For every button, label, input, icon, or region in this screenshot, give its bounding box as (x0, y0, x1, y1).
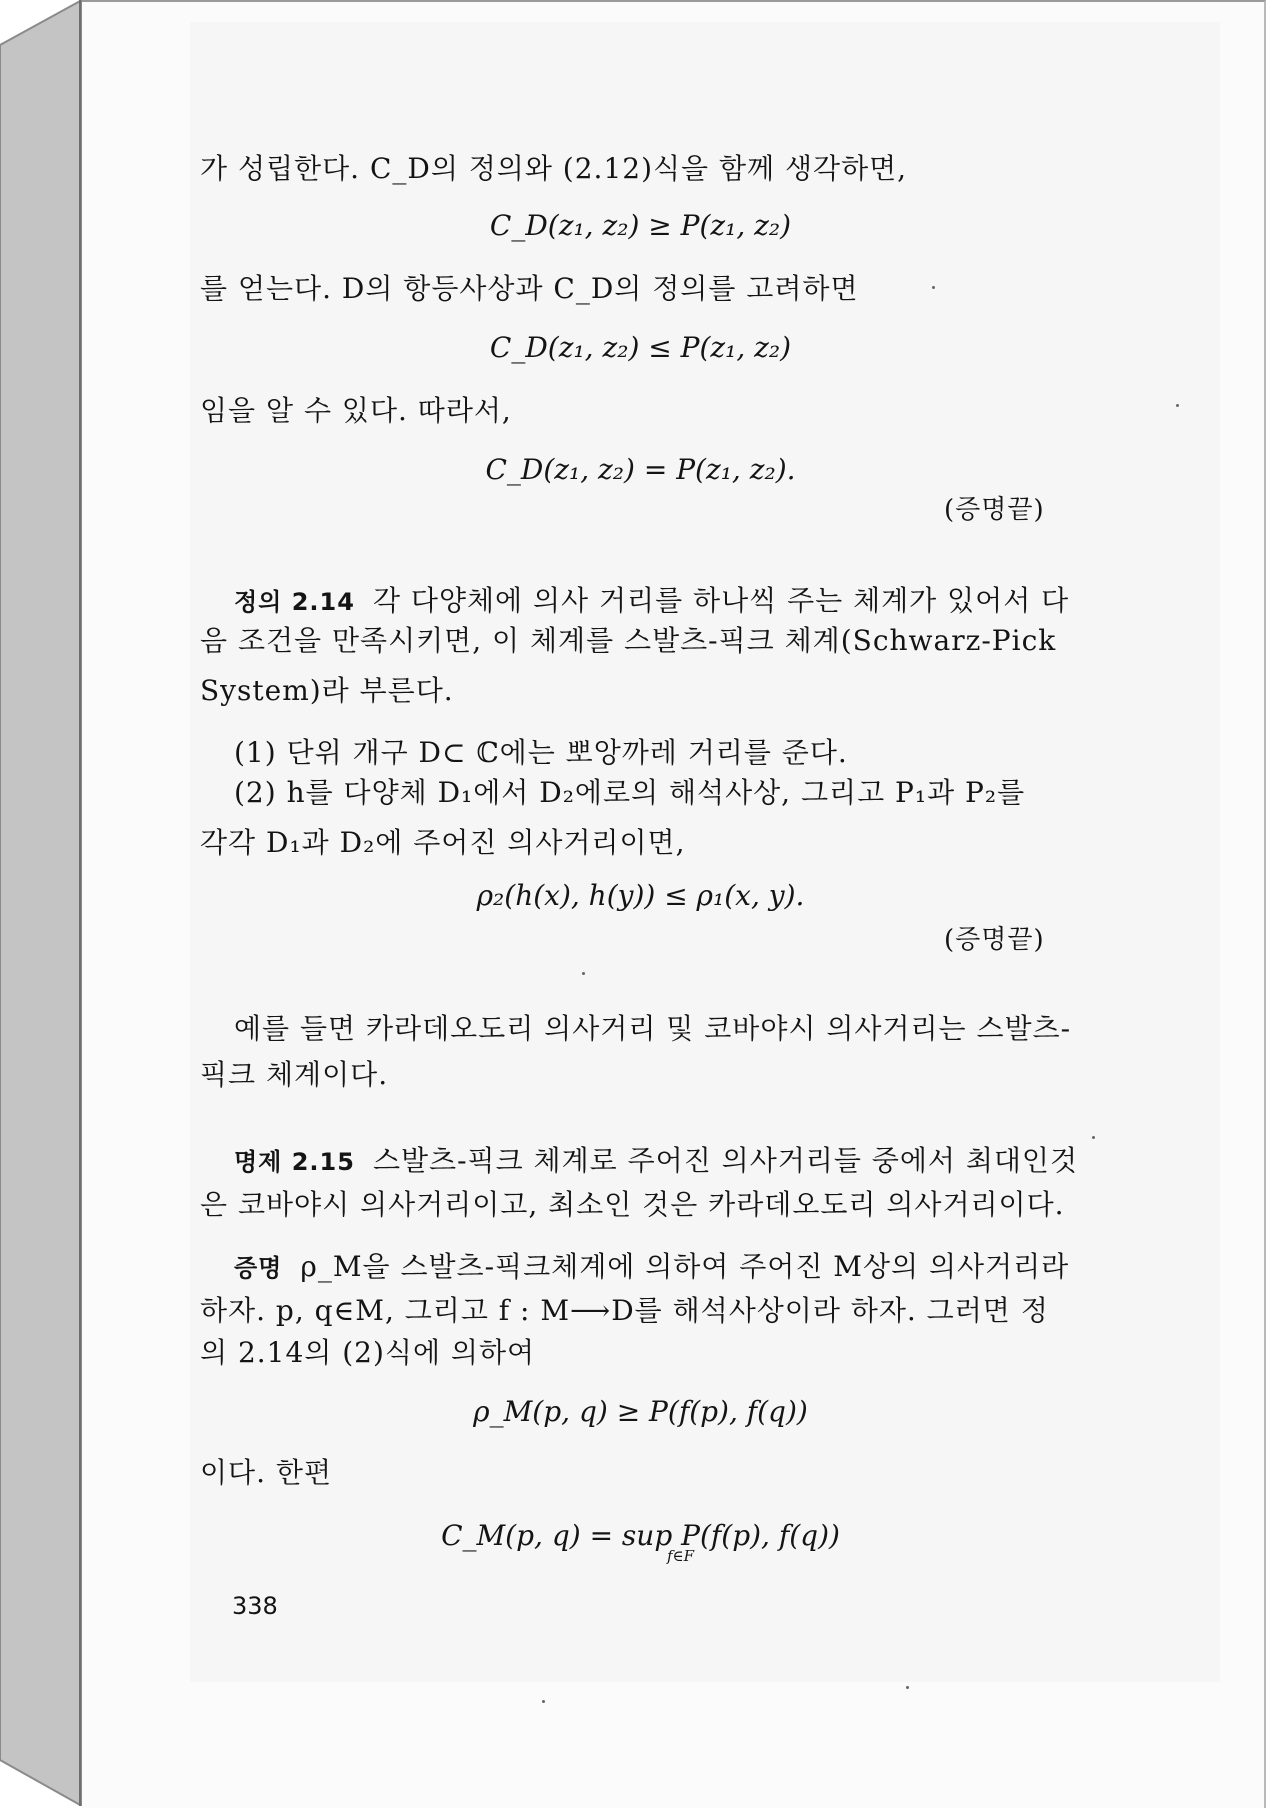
scan-speck (1176, 404, 1179, 407)
proposition-line: 은 코바야시 의사거리이고, 최소인 것은 카라데오도리 의사거리이다. (200, 1188, 1065, 1221)
definition-line: 음 조건을 만족시키면, 이 체계를 스발츠-픽크 체계(Schwarz-Pick (200, 624, 1057, 657)
condition-1: (1) 단위 개구 D⊂ ℂ에는 뽀앙까레 거리를 준다. (234, 736, 848, 769)
equation-subscript: f∈F (666, 1547, 695, 1565)
equation: ρ_M(p, q) ≥ P(f(p), f(q)) (473, 1395, 808, 1428)
example-line: 픽크 체계이다. (200, 1058, 389, 1091)
definition-line: System)라 부른다. (200, 674, 454, 707)
equation: C_D(z₁, z₂) = P(z₁, z₂). (485, 453, 796, 486)
condition-line (200, 772, 1080, 814)
text-line: 를 얻는다. D의 항등사상과 C_D의 정의를 고려하면 (200, 272, 859, 305)
equation: ρ₂(h(x), h(y)) ≤ ρ₁(x, y). (476, 879, 805, 912)
proof-line (200, 1246, 1080, 1289)
text-line: 이다. 한편 (200, 1456, 332, 1489)
scan-speck (1092, 1136, 1095, 1139)
scan-speck (582, 972, 585, 975)
equation: C_D(z₁, z₂) ≥ P(z₁, z₂) (489, 209, 792, 242)
proof-line: 의 2.14의 (2)식에 의하여 (200, 1336, 536, 1369)
condition-line: 각각 D₁과 D₂에 주어진 의사거리이면, (200, 826, 686, 859)
text-line: 임을 알 수 있다. 따라서, (200, 394, 512, 427)
proof-text: ρ_M을 스발츠-픽크체계에 의하여 주어진 M상의 의사거리라 (300, 1250, 1070, 1283)
proposition-heading: 명제 2.15 (234, 1148, 355, 1176)
text-line: 가 성립한다. C_D의 정의와 (2.12)식을 함께 생각하면, (200, 152, 908, 185)
qed-mark: (증명끝) (944, 495, 1045, 525)
definition-text: 각 다양체에 의사 거리를 하나씩 주는 체계가 있어서 다 (372, 584, 1070, 617)
scan-speck (906, 1686, 909, 1689)
equation: C_D(z₁, z₂) ≤ P(z₁, z₂) (489, 331, 792, 364)
condition-2: (2) h를 다양체 D₁에서 D₂에로의 해석사상, 그리고 P₁과 P₂를 (234, 776, 1026, 809)
page-number: 338 (232, 1592, 278, 1620)
scan-speck (542, 1700, 545, 1703)
definition-heading: 정의 2.14 (234, 588, 355, 616)
proposition-text: 스발츠-픽크 체계로 주어진 의사거리들 중에서 최대인것 (372, 1144, 1079, 1177)
condition-line (200, 732, 1080, 774)
scan-speck (932, 286, 935, 289)
equation: C_M(p, q) = sup P(f(p), f(q)) (441, 1519, 840, 1552)
example-line (200, 1008, 1080, 1050)
qed-mark: (증명끝) (944, 925, 1045, 955)
proposition-line (200, 1140, 1080, 1183)
definition-line (200, 580, 1080, 623)
proof-line: 하자. p, q∈M, 그리고 f : M⟶D를 해석사상이라 하자. 그러면 정 (200, 1294, 1049, 1327)
proof-heading: 증명 (234, 1254, 283, 1282)
example-text: 예를 들면 카라데오도리 의사거리 및 코바야시 의사거리는 스발츠- (234, 1012, 1072, 1045)
